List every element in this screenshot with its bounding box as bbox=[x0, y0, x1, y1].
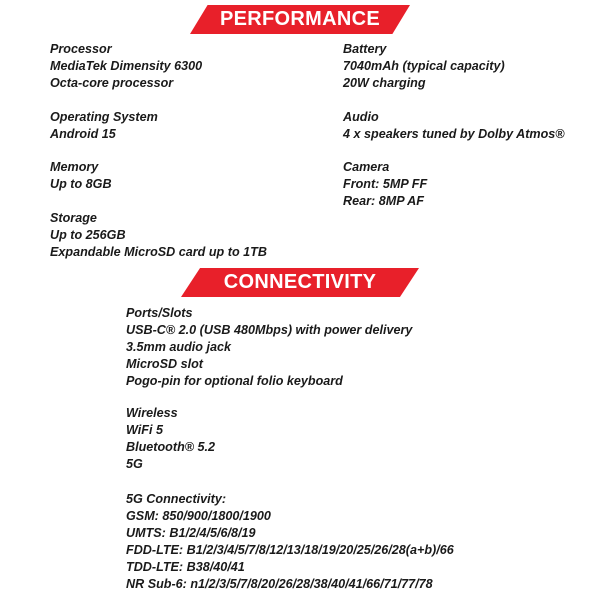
camera-spec bbox=[343, 159, 427, 210]
audio-line: 4 x speakers tuned by Dolby Atmos® bbox=[343, 127, 565, 141]
os-line: Android 15 bbox=[50, 127, 116, 141]
camera-line: Front: 5MP FF bbox=[343, 177, 428, 191]
camera-line: Rear: 8MP AF bbox=[343, 194, 424, 208]
storage-spec bbox=[50, 210, 267, 261]
wireless-line: 5G bbox=[126, 457, 143, 471]
memory-spec bbox=[50, 159, 112, 193]
battery-spec bbox=[343, 41, 505, 92]
fiveg-heading: 5G Connectivity: bbox=[126, 492, 227, 506]
wireless-spec bbox=[126, 405, 215, 473]
ports-spec bbox=[126, 305, 412, 390]
battery-line: 7040mAh (typical capacity) bbox=[343, 59, 505, 73]
ports-line: USB-C® 2.0 (USB 480Mbps) with power delivery bbox=[126, 323, 413, 337]
memory-line: Up to 8GB bbox=[50, 177, 112, 191]
fiveg-line: NR Sub-6: n1/2/3/5/7/8/20/26/28/38/40/41/66/71/77/78 bbox=[126, 577, 433, 591]
ports-heading: Ports/Slots bbox=[126, 306, 193, 320]
wireless-line: Bluetooth® 5.2 bbox=[126, 440, 216, 454]
fiveg-line: UMTS: B1/2/4/5/6/8/19 bbox=[126, 526, 256, 540]
ports-line: MicroSD slot bbox=[126, 357, 203, 371]
os-spec bbox=[50, 109, 158, 143]
storage-heading: Storage bbox=[50, 211, 97, 225]
performance-banner bbox=[190, 5, 410, 34]
processor-line: Octa-core processor bbox=[50, 76, 174, 90]
wireless-heading: Wireless bbox=[126, 406, 178, 420]
processor-heading: Processor bbox=[50, 42, 112, 56]
fiveg-spec bbox=[126, 491, 454, 593]
fiveg-line: FDD-LTE: B1/2/3/4/5/7/8/12/13/18/19/20/25/26/28(a+b)/66 bbox=[126, 543, 454, 557]
battery-line: 20W charging bbox=[343, 76, 426, 90]
memory-heading: Memory bbox=[50, 160, 99, 174]
battery-heading: Battery bbox=[343, 42, 387, 56]
audio-spec bbox=[343, 109, 565, 143]
camera-heading: Camera bbox=[343, 160, 390, 174]
ports-line: 3.5mm audio jack bbox=[126, 340, 231, 354]
processor-line: MediaTek Dimensity 6300 bbox=[50, 59, 203, 73]
fiveg-line: GSM: 850/900/1800/1900 bbox=[126, 509, 271, 523]
processor-spec bbox=[50, 41, 202, 92]
storage-line: Up to 256GB bbox=[50, 228, 126, 242]
connectivity-title: CONNECTIVITY bbox=[223, 271, 377, 293]
storage-line: Expandable MicroSD card up to 1TB bbox=[50, 245, 267, 259]
connectivity-banner bbox=[181, 268, 419, 297]
os-heading: Operating System bbox=[50, 110, 158, 124]
ports-line: Pogo-pin for optional folio keyboard bbox=[126, 374, 343, 388]
fiveg-line: TDD-LTE: B38/40/41 bbox=[126, 560, 245, 574]
audio-heading: Audio bbox=[343, 110, 379, 124]
wireless-line: WiFi 5 bbox=[126, 423, 163, 437]
performance-title: PERFORMANCE bbox=[220, 8, 380, 30]
